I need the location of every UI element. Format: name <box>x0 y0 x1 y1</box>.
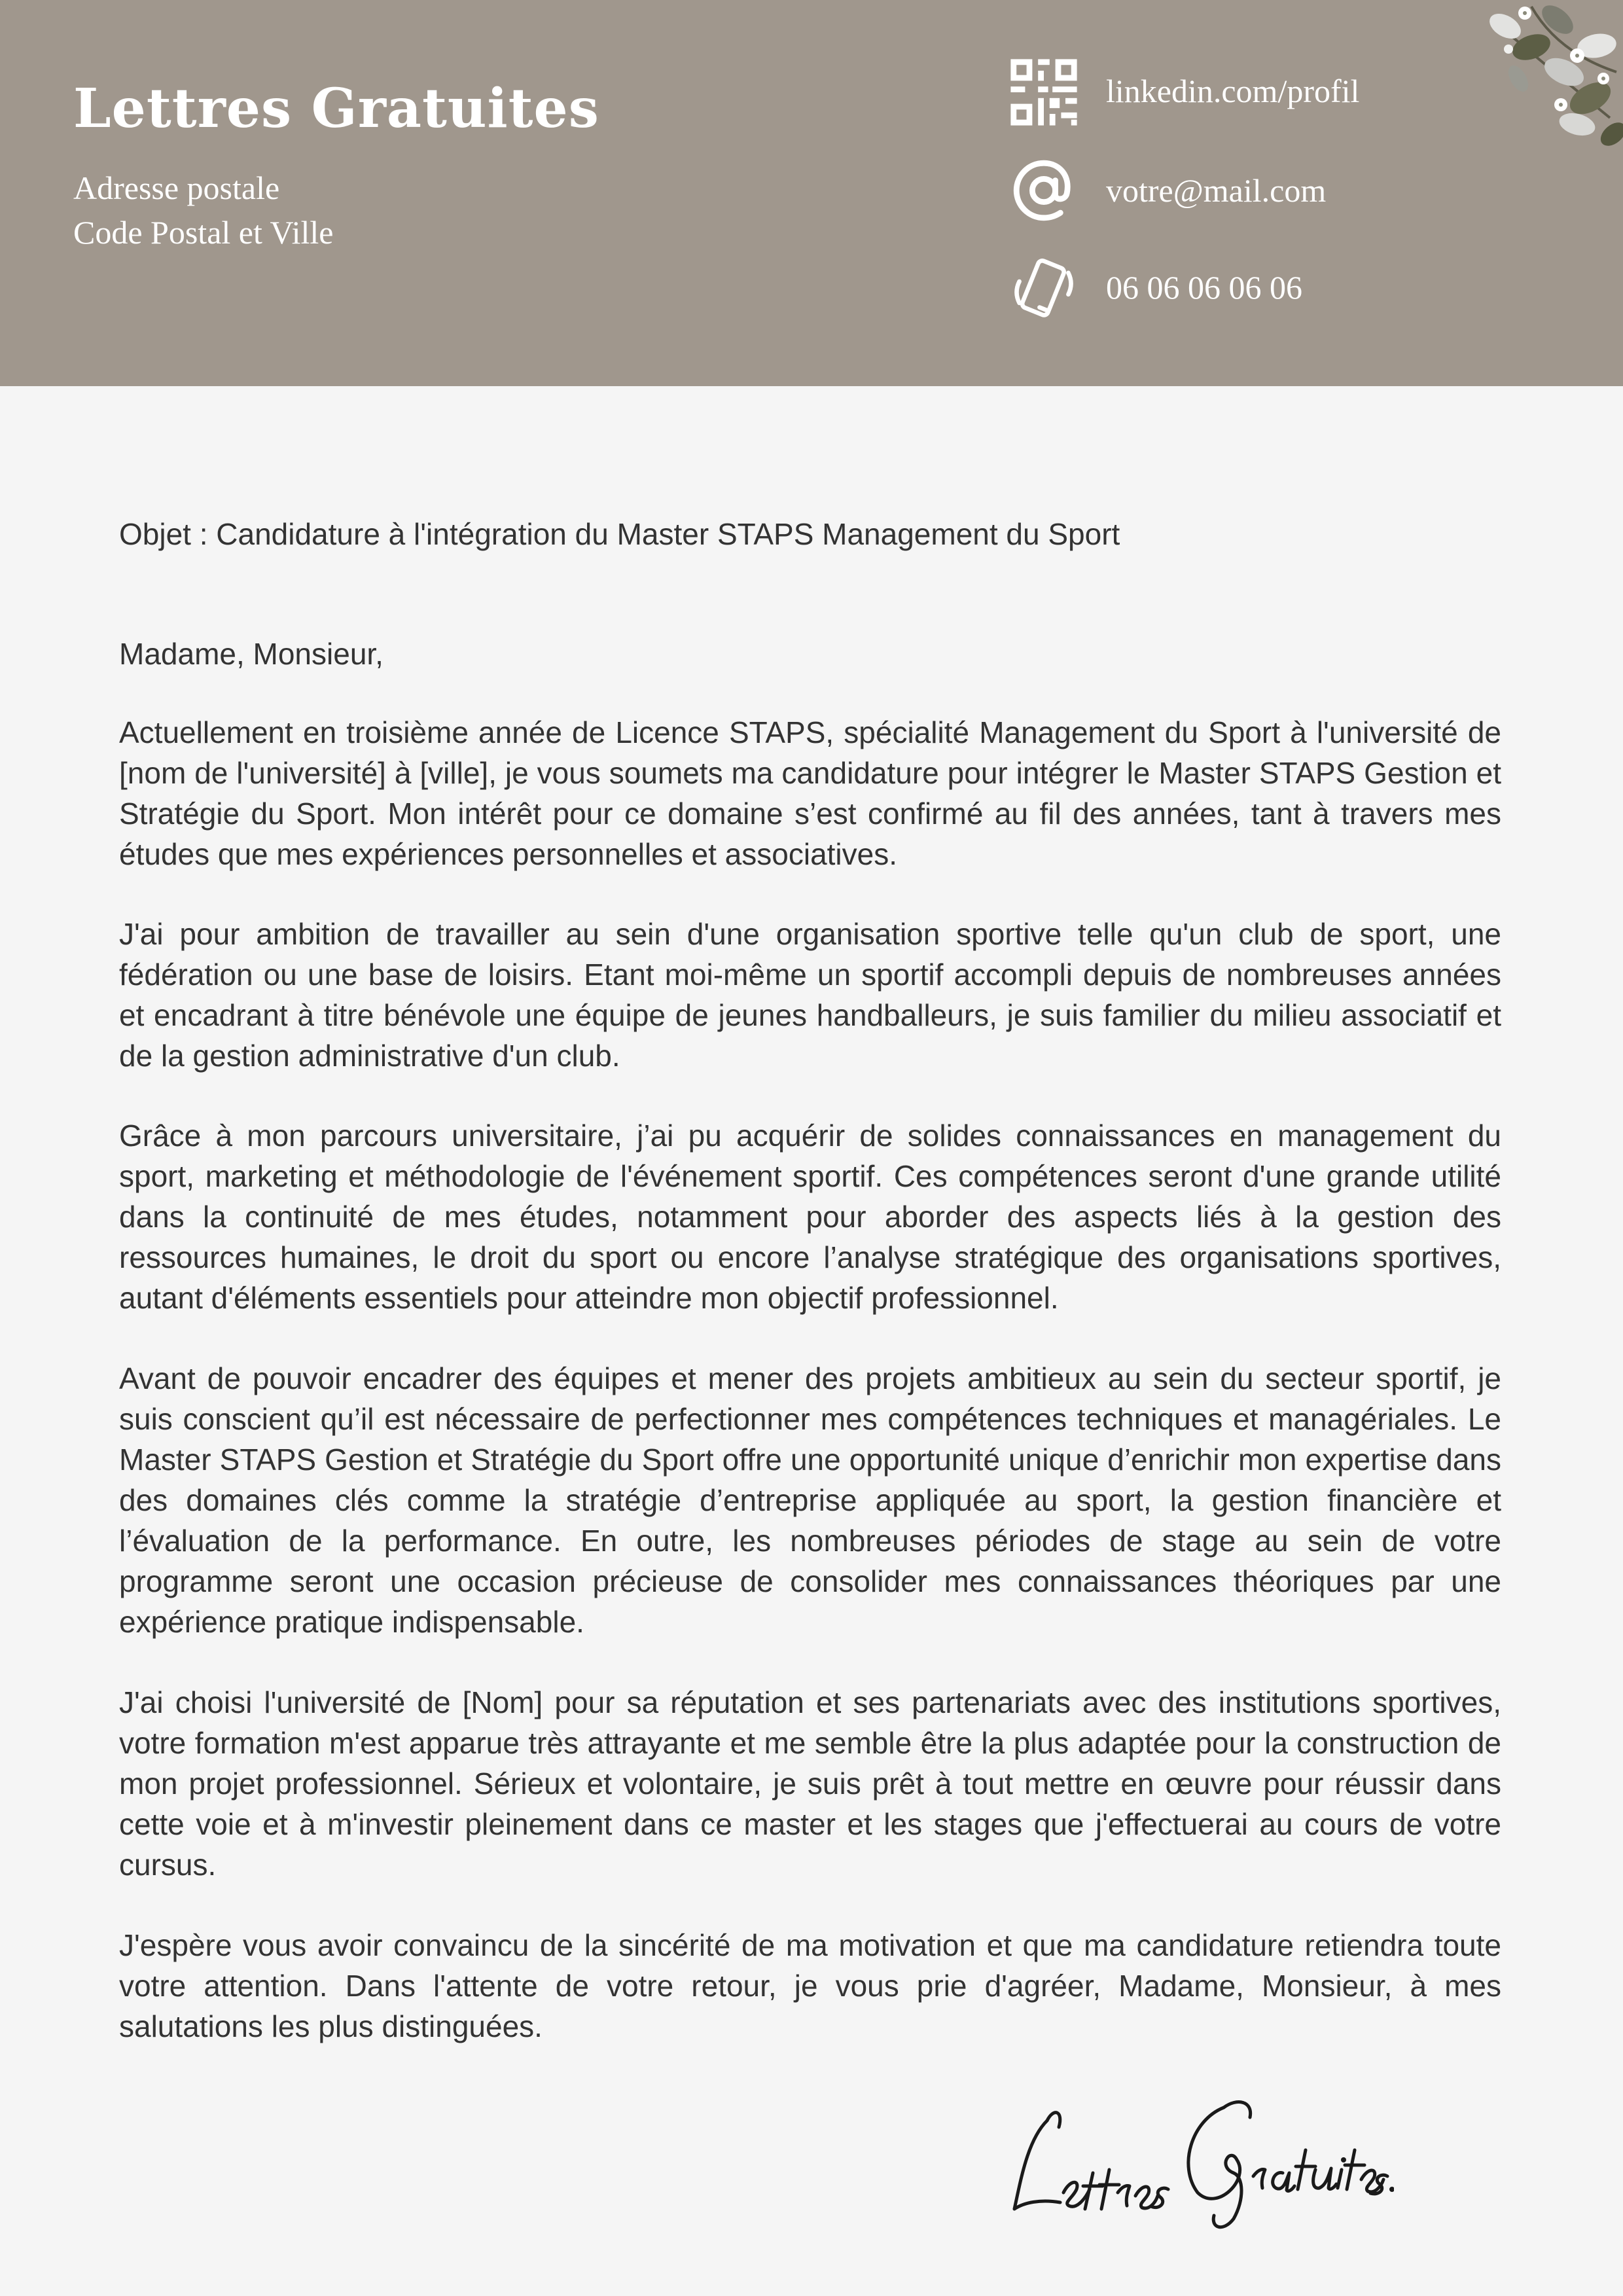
letter-paragraph-3: Grâce à mon parcours universitaire, j’ai pu acquérir de solides connaissances en management du sport, marketing et méthodologie de l'événement sportif. Ces compétences seront d'une grande utilité dans la continuité de mes études, notamment pour aborder des aspects liés à la gestion des ressources humaines, le droit du sport ou encore l’analyse stratégique des organisations sportives, autant d'éléments essentiels pour atteindre mon objectif professionnel. <box>119 1119 1501 1315</box>
letter-paragraph-6: J'espère vous avoir convaincu de la sincérité de ma motivation et que ma candidature retiendra toute votre attention. Dans l'attente de votre retour, je vous prie d'agréer, Madame, Monsieur, à mes salutations les plus distinguées. <box>119 1928 1501 2043</box>
at-sign-icon <box>1008 154 1080 226</box>
letter-paragraph-2: J'ai pour ambition de travailler au sein d'une organisation sportive telle qu'un club de sport, une fédération ou une base de loisirs. Etant moi-même un sportif accompli depuis de nombreuses années et encadrant à titre bénévole une équipe de jeunes handballeurs, je suis familier du milieu associatif et de la gestion administrative d'un club. <box>119 917 1501 1073</box>
floral-decoration <box>1479 0 1623 157</box>
address-line-2: Code Postal et Ville <box>73 214 334 251</box>
sender-name: Lettres Gratuites <box>73 77 599 140</box>
letter-paragraph-4: Avant de pouvoir encadrer des équipes et mener des projets ambitieux au sein du secteur sportif, je suis conscient qu’il est nécessaire de perfectionner mes compétences techniques et managériales. Le Master STAPS Gestion et Stratégie du Sport offre une opportunité unique d’enrichir mon expertise dans des domaines clés comme la stratégie d’entreprise appliquée au sport, la gestion financière et l’évaluation de la performance. En outre, les nombreuses périodes de stage au sein de votre programme seront une occasion précieuse de consolider mes connaissances théoriques par une expérience pratique indispensable. <box>119 1361 1501 1639</box>
letter-paragraph-1: Actuellement en troisième année de Licence STAPS, spécialité Management du Sport à l'université de [nom de l'université] à [ville], je vous soumets ma candidature pour intégrer le Master STAPS Gestion et Stratégie du Sport. Mon intérêt pour ce domaine s’est confirmé au fil des années, tant à travers mes études que mes expériences personnelles et associatives. <box>119 715 1501 871</box>
email-link[interactable]: votre@mail.com <box>1106 172 1327 209</box>
letter-paragraph-5: J'ai choisi l'université de [Nom] pour sa réputation et ses partenariats avec des institutions sportives, votre formation m'est apparue très attrayante et me semble être la plus adaptée pour la construction de mon projet professionnel. Sérieux et volontaire, je suis prêt à tout mettre en œuvre pour réussir dans cette voie et à m'investir pleinement dans ce master et les stages que j'effectuerai au cours de votre cursus. <box>119 1685 1501 1882</box>
qr-code-icon <box>1008 56 1080 128</box>
address-line-1: Adresse postale <box>73 170 280 206</box>
phone-number[interactable]: 06 06 06 06 06 <box>1106 269 1302 306</box>
letter-salutation: Madame, Monsieur, <box>119 637 383 671</box>
letter-subject: Objet : Candidature à l'intégration du Master STAPS Management du Sport <box>119 517 1120 551</box>
handwritten-signature <box>1001 2062 1394 2232</box>
phone-icon <box>1008 253 1080 325</box>
linkedin-link[interactable]: linkedin.com/profil <box>1106 73 1360 109</box>
letter-header <box>0 0 1623 386</box>
